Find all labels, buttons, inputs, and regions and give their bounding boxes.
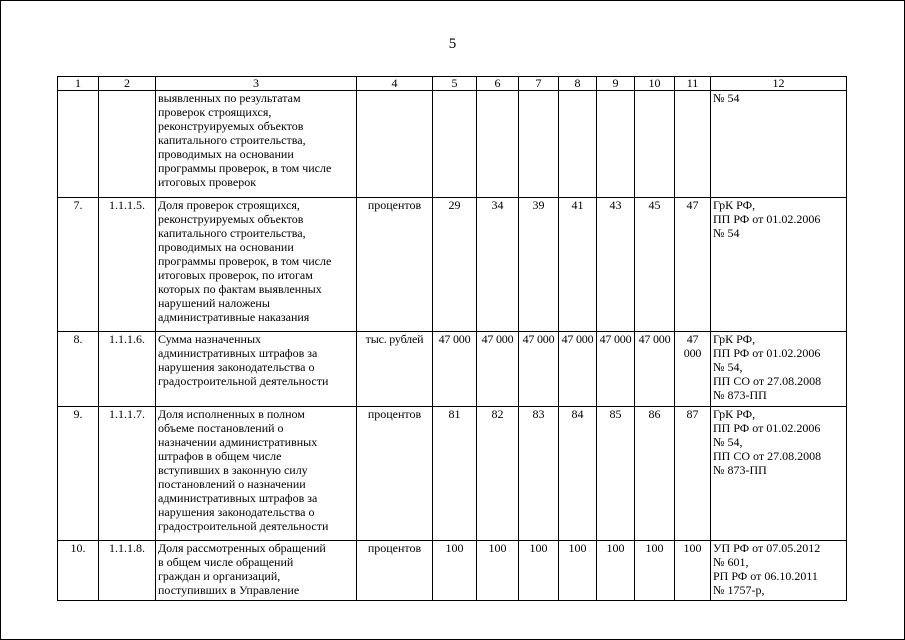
header-cell: 10 — [635, 77, 675, 91]
value-cell — [597, 91, 635, 198]
value-cell: 100 — [559, 541, 597, 601]
value-cell: 85 — [597, 407, 635, 541]
value-cell — [519, 91, 559, 198]
header-row — [58, 77, 847, 91]
description-line: проводимых на основании — [158, 240, 294, 254]
value-cell: 100 — [519, 541, 559, 601]
unit-cell — [357, 91, 433, 198]
unit-cell: тыс. рублей — [357, 332, 433, 407]
value-cell — [635, 91, 675, 198]
description-line: нарушения законодательства о — [158, 360, 315, 374]
description-line: которых по фактам выявленных — [158, 282, 322, 296]
basis-cell — [711, 541, 847, 601]
basis-line: УП РФ от 07.05.2012 — [713, 541, 821, 555]
value-cell: 34 — [477, 198, 519, 332]
value-cell — [675, 91, 711, 198]
header-cell: 12 — [711, 77, 847, 91]
description-line: постановлений о назначении — [158, 477, 306, 491]
description-cell — [156, 541, 357, 601]
description-line: Сумма назначенных — [158, 332, 262, 346]
code-cell: 1.1.1.7. — [99, 407, 156, 541]
description-line: административные наказания — [158, 310, 310, 324]
header-cell: 7 — [519, 77, 559, 91]
value-cell: 47 000 — [477, 332, 519, 407]
num-cell — [58, 91, 99, 198]
basis-line: ПП РФ от 01.02.2006 — [713, 346, 821, 360]
header-cell: 9 — [597, 77, 635, 91]
value-cell: 47 000 — [635, 332, 675, 407]
unit-cell: процентов — [357, 407, 433, 541]
value-cell: 45 — [635, 198, 675, 332]
basis-line: № 54, — [713, 435, 743, 449]
num-cell: 7. — [58, 198, 99, 332]
num-cell: 10. — [58, 541, 99, 601]
basis-line: № 601, — [713, 555, 749, 569]
basis-cell — [711, 407, 847, 541]
description-line: Доля исполненных в полном — [158, 407, 305, 421]
value-cell: 43 — [597, 198, 635, 332]
value-cell: 84 — [559, 407, 597, 541]
value-cell: 47 000 — [597, 332, 635, 407]
basis-line: № 54 — [713, 91, 740, 105]
description-line: итоговых проверок, по итогам — [158, 268, 313, 282]
basis-cell — [711, 198, 847, 332]
table-row — [58, 407, 847, 541]
description-line: капитального строительства, — [158, 226, 306, 240]
description-line: объеме постановлений о — [158, 421, 284, 435]
value-cell: 47 000 — [559, 332, 597, 407]
value-cell: 100 — [433, 541, 477, 601]
value-cell: 86 — [635, 407, 675, 541]
basis-line: № 873-ПП — [713, 463, 767, 477]
description-line: Доля рассмотренных обращений — [158, 541, 326, 555]
description-line: градостроительной деятельности — [158, 374, 329, 388]
description-line: проводимых на основании — [158, 147, 294, 161]
description-line: нарушения законодательства о — [158, 505, 315, 519]
basis-cell — [711, 332, 847, 407]
code-cell: 1.1.1.6. — [99, 332, 156, 407]
value-cell — [477, 91, 519, 198]
description-cell — [156, 332, 357, 407]
value-cell: 47 — [675, 198, 711, 332]
value-cell — [433, 91, 477, 198]
value-cell — [559, 91, 597, 198]
description-line: программы проверок, в том числе — [158, 254, 332, 268]
code-cell: 1.1.1.8. — [99, 541, 156, 601]
unit-cell: процентов — [357, 198, 433, 332]
code-cell: 1.1.1.5. — [99, 198, 156, 332]
value-cell: 47 000 — [433, 332, 477, 407]
description-cell — [156, 407, 357, 541]
header-cell: 11 — [675, 77, 711, 91]
description-line: реконструируемых объектов — [158, 119, 304, 133]
value-cell: 47 000 — [675, 332, 711, 407]
basis-line: ГрК РФ, — [713, 407, 756, 421]
description-line: граждан и организаций, — [158, 569, 281, 583]
header-cell: 1 — [58, 77, 99, 91]
header-cell: 5 — [433, 77, 477, 91]
basis-line: ПП РФ от 01.02.2006 — [713, 421, 821, 435]
value-cell: 81 — [433, 407, 477, 541]
value-cell: 83 — [519, 407, 559, 541]
description-cell — [156, 198, 357, 332]
value-cell: 87 — [675, 407, 711, 541]
description-cell — [156, 91, 357, 198]
num-cell: 9. — [58, 407, 99, 541]
value-cell: 41 — [559, 198, 597, 332]
basis-line: ПП РФ от 01.02.2006 — [713, 212, 821, 226]
num-cell: 8. — [58, 332, 99, 407]
value-cell: 29 — [433, 198, 477, 332]
basis-line: № 54, — [713, 360, 743, 374]
basis-line: ПП СО от 27.08.2008 — [713, 374, 822, 388]
description-line: градостроительной деятельности — [158, 519, 329, 533]
description-line: поступивших в Управление — [158, 583, 300, 597]
value-cell: 100 — [635, 541, 675, 601]
unit-cell: процентов — [357, 541, 433, 601]
description-line: нарушений наложены — [158, 296, 270, 310]
description-line: капитального строительства, — [158, 133, 306, 147]
value-cell: 82 — [477, 407, 519, 541]
description-line: программы проверок, в том числе — [158, 161, 332, 175]
basis-line: ГрК РФ, — [713, 198, 756, 212]
value-cell: 100 — [675, 541, 711, 601]
table-row — [58, 91, 847, 198]
header-cell: 3 — [156, 77, 357, 91]
page-number: 5 — [448, 36, 457, 52]
description-line: административных штрафов за — [158, 346, 318, 360]
basis-line: № 54 — [713, 226, 740, 240]
indicators-table — [57, 76, 847, 601]
description-line: штрафов в общем числе — [158, 449, 282, 463]
header-cell: 8 — [559, 77, 597, 91]
basis-cell — [711, 91, 847, 198]
description-line: вступивших в законную силу — [158, 463, 308, 477]
description-line: реконструируемых объектов — [158, 212, 304, 226]
table-row — [58, 541, 847, 601]
description-line: в общем числе обращений — [158, 555, 294, 569]
basis-line: № 873-ПП — [713, 388, 767, 402]
header-cell: 2 — [99, 77, 156, 91]
code-cell — [99, 91, 156, 198]
description-line: административных штрафов за — [158, 491, 318, 505]
value-cell: 39 — [519, 198, 559, 332]
description-line: выявленных по результатам — [158, 91, 301, 105]
header-cell: 4 — [357, 77, 433, 91]
description-line: Доля проверок строящихся, — [158, 198, 300, 212]
basis-line: ГрК РФ, — [713, 332, 756, 346]
value-cell: 47 000 — [519, 332, 559, 407]
basis-line: № 1757-р, — [713, 583, 765, 597]
value-cell: 100 — [597, 541, 635, 601]
header-cell: 6 — [477, 77, 519, 91]
basis-line: ПП СО от 27.08.2008 — [713, 449, 822, 463]
description-line: проверок строящихся, — [158, 105, 272, 119]
table-row — [58, 332, 847, 407]
table-row — [58, 198, 847, 332]
value-cell: 100 — [477, 541, 519, 601]
description-line: итоговых проверок — [158, 175, 257, 189]
basis-line: РП РФ от 06.10.2011 — [713, 569, 818, 583]
description-line: назначении административных — [158, 435, 318, 449]
